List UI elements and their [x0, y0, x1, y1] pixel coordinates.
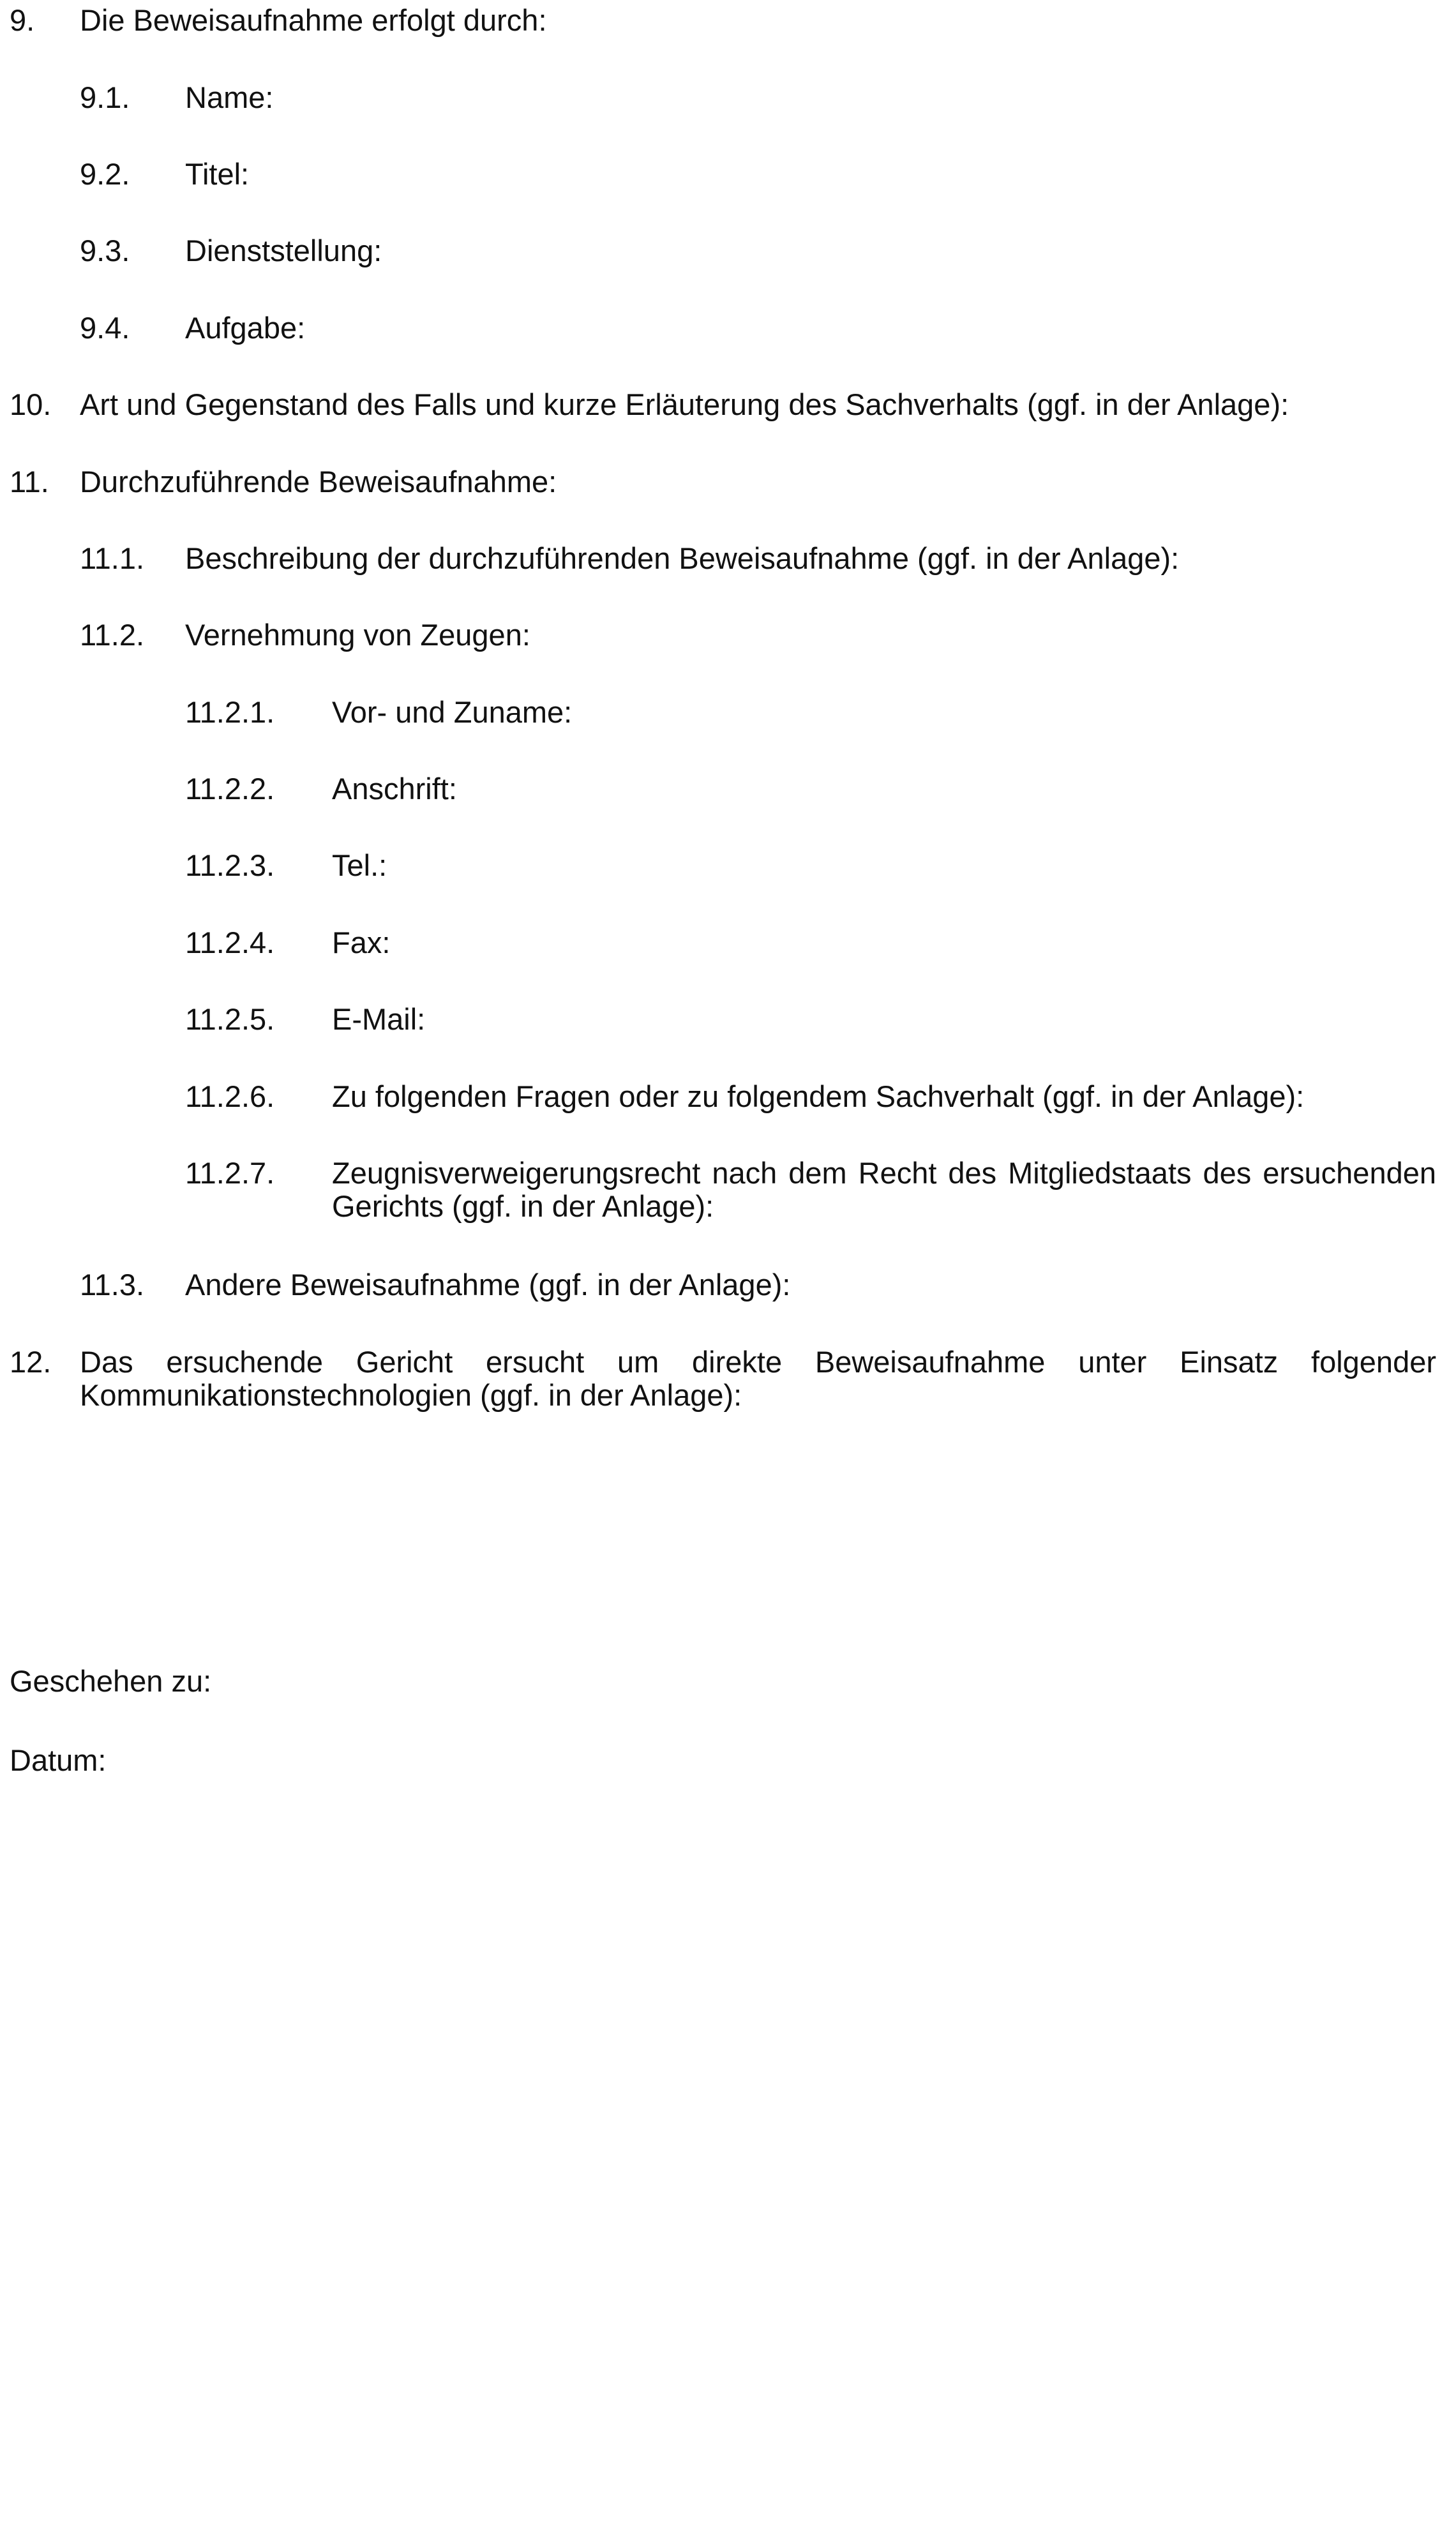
item-number: 11.3. — [80, 1268, 145, 1302]
item-number: 9.3. — [80, 234, 130, 267]
item-text: Vernehmung von Zeugen: — [185, 618, 530, 652]
item-number: 9. — [10, 3, 35, 37]
item-number: 11.2.1. — [185, 695, 275, 729]
item-number: 11.2.4. — [185, 926, 275, 959]
item-number: 9.4. — [80, 311, 130, 345]
item-number: 12. — [10, 1345, 52, 1379]
item-number: 11.2.6. — [185, 1079, 275, 1113]
item-number: 11.2.5. — [185, 1002, 275, 1036]
item-text: Dienststellung: — [185, 234, 382, 267]
item-text: E-Mail: — [332, 1002, 426, 1036]
place-label: Geschehen zu: — [10, 1664, 212, 1698]
item-text: Zeugnisverweigerungsrecht nach dem Recht des Mitgliedstaats des ersuchenden Gerichts (ggf. in der Anlage): — [332, 1156, 1436, 1223]
item-text: Aufgabe: — [185, 311, 306, 345]
item-text: Die Beweisaufnahme erfolgt durch: — [80, 3, 547, 37]
item-text: Andere Beweisaufnahme (ggf. in der Anlage): — [185, 1268, 791, 1302]
date-label: Datum: — [10, 1743, 107, 1777]
item-number: 11. — [10, 465, 49, 499]
item-number: 11.1. — [80, 541, 145, 575]
item-number: 9.1. — [80, 80, 130, 114]
item-text: Anschrift: — [332, 772, 457, 806]
item-number: 11.2.3. — [185, 848, 275, 882]
item-number: 11.2.7. — [185, 1156, 275, 1190]
item-text: Tel.: — [332, 848, 387, 882]
item-text: Fax: — [332, 926, 391, 959]
item-text: Titel: — [185, 157, 250, 191]
item-text: Durchzuführende Beweisaufnahme: — [80, 465, 557, 499]
item-text: Art und Gegenstand des Falls und kurze Erläuterung des Sachverhalts (ggf. in der Anlage): — [80, 387, 1289, 421]
item-text: Vor- und Zuname: — [332, 695, 573, 729]
item-text: Zu folgenden Fragen oder zu folgendem Sachverhalt (ggf. in der Anlage): — [332, 1079, 1305, 1113]
item-number: 11.2. — [80, 618, 145, 652]
item-number: 10. — [10, 387, 52, 421]
item-number: 9.2. — [80, 157, 130, 191]
item-text: Beschreibung der durchzuführenden Beweisaufnahme (ggf. in der Anlage): — [185, 541, 1180, 575]
item-number: 11.2.2. — [185, 772, 275, 806]
item-text: Das ersuchende Gericht ersucht um direkte Beweisaufnahme unter Einsatz folgender Kommunikationstechnologien (ggf. in der Anlage): — [80, 1345, 1436, 1412]
item-text: Name: — [185, 80, 274, 114]
